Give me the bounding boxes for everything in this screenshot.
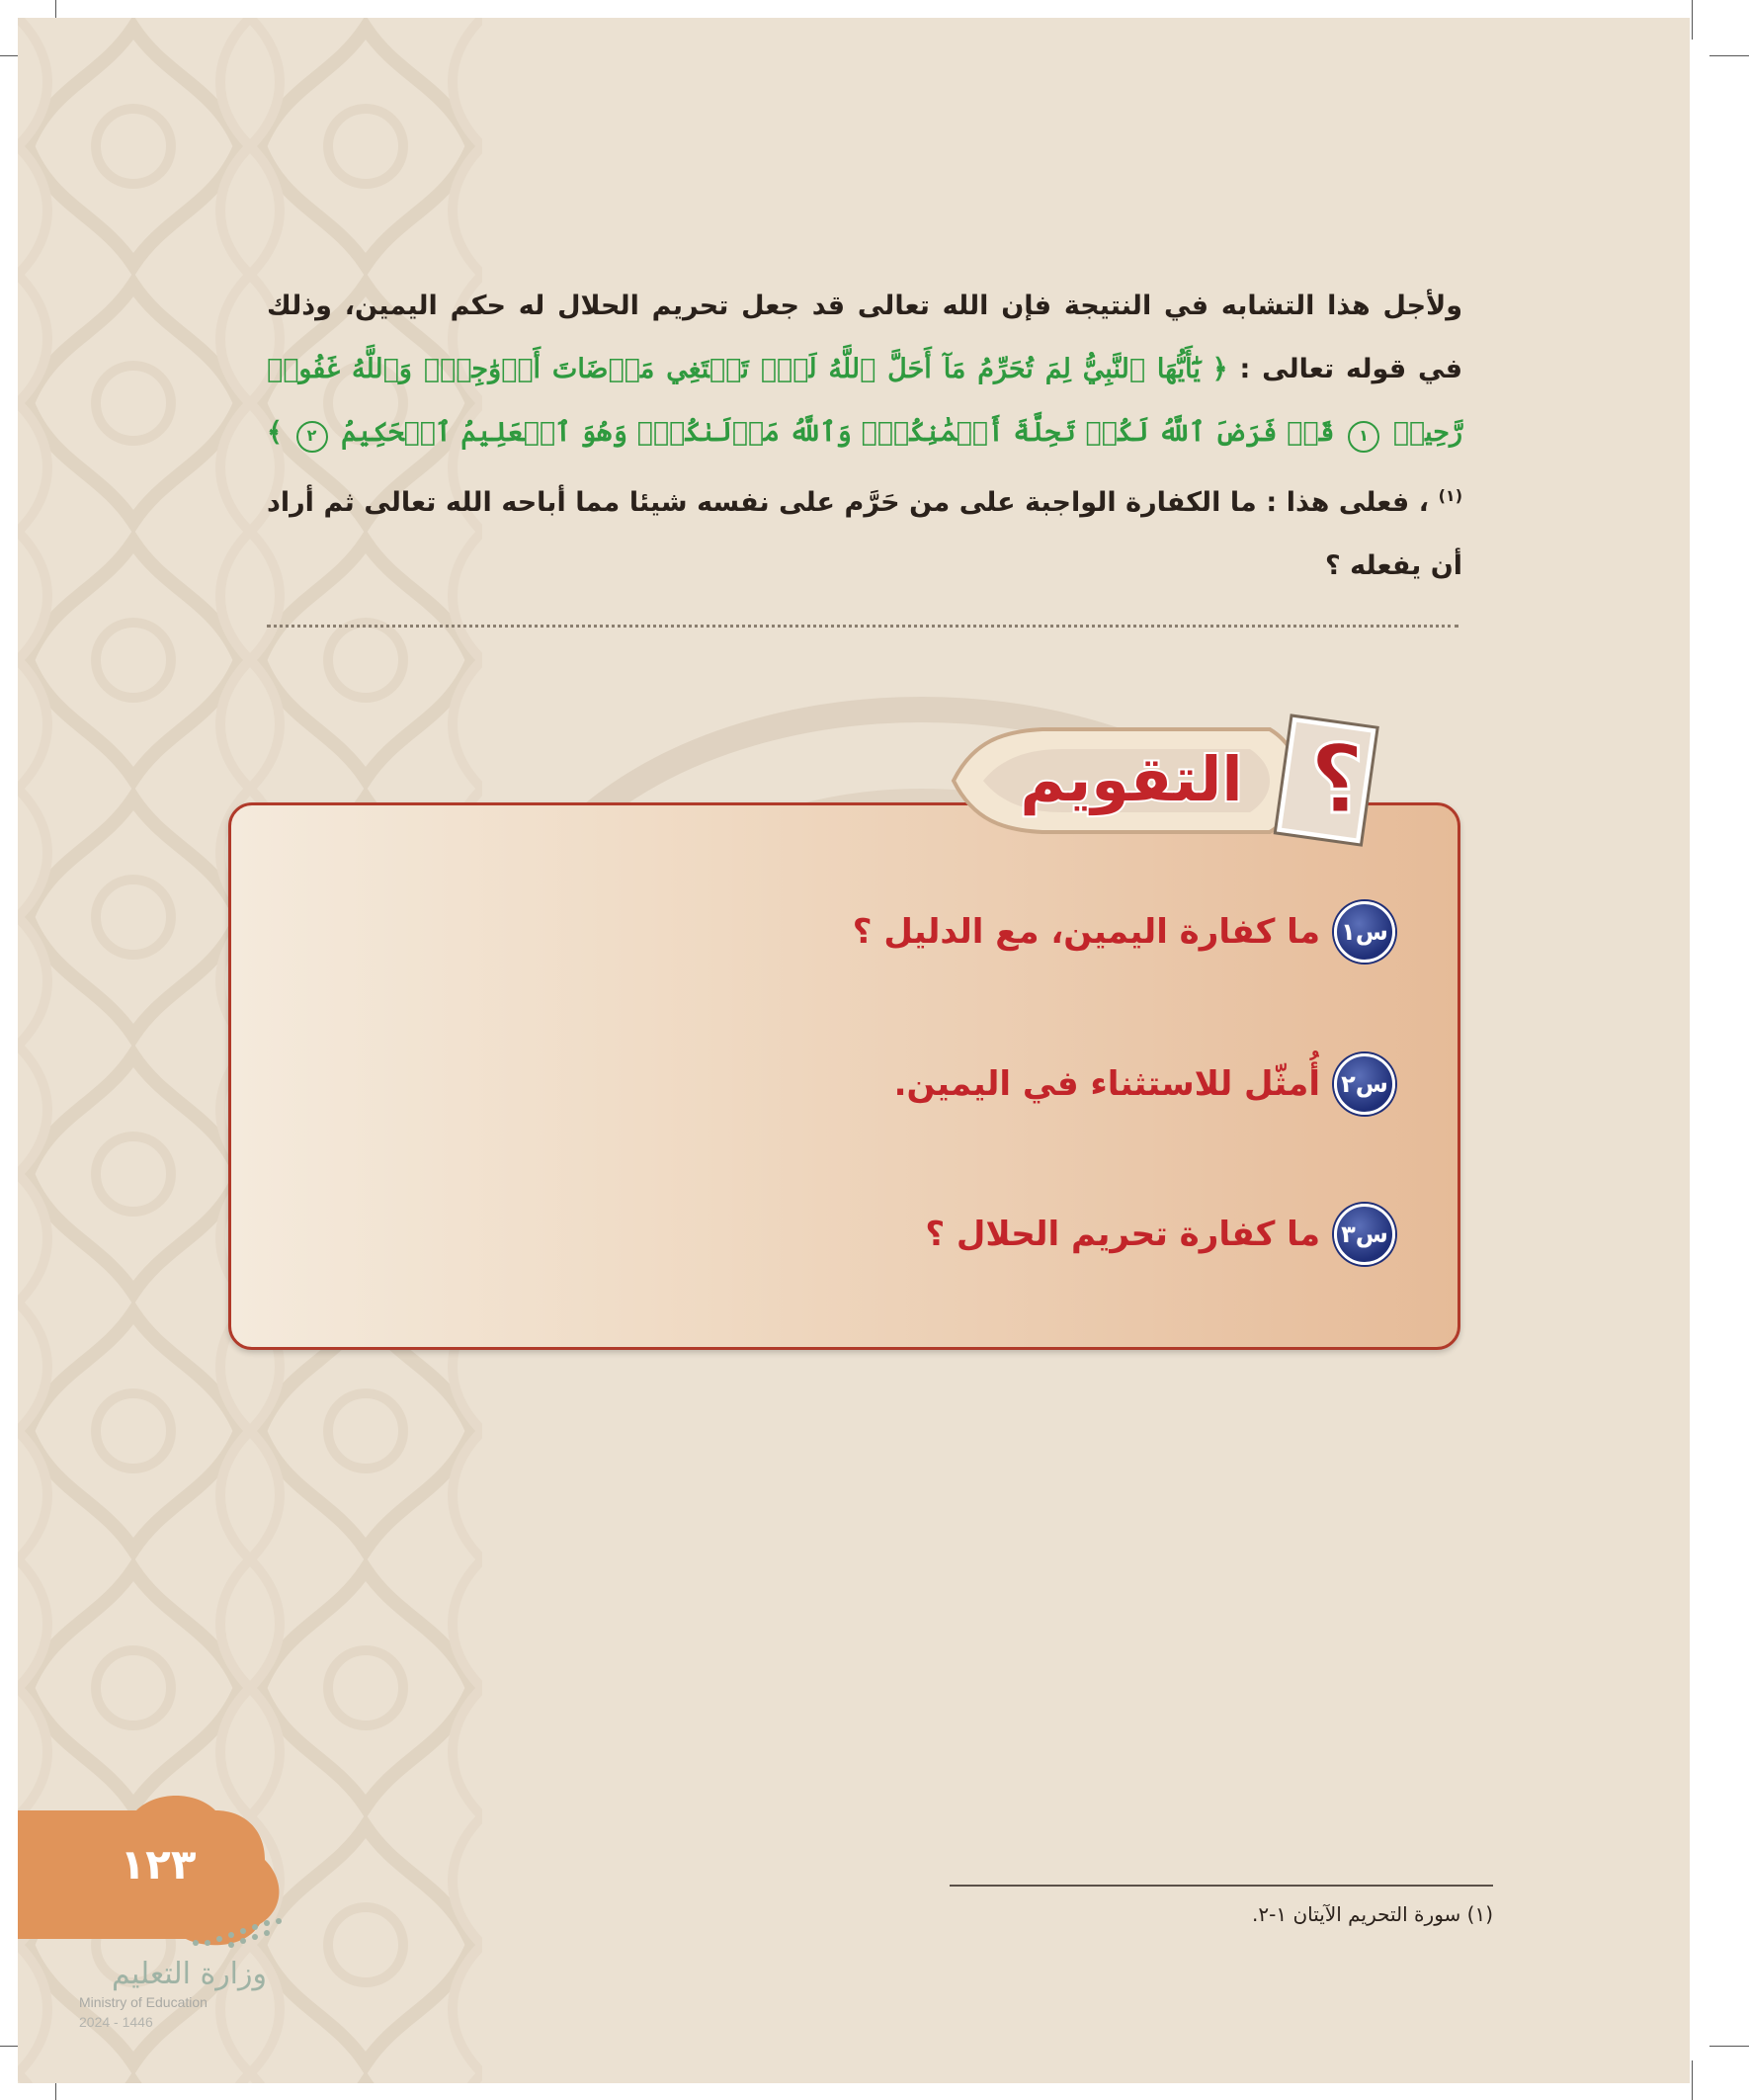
ayah-number-2: ٢ [296,421,328,453]
verse-intro: تعالى : [1239,354,1335,384]
quran-bracket-open: ﴿ [1211,354,1228,384]
ministry-logo-dots [186,1913,294,1953]
question-2-number: س٢ [1334,1053,1395,1115]
question-2 [894,1053,1395,1115]
crop-mark [1692,0,1693,40]
body-line-1: ولأجل هذا التشابه في النتيجة فإن الله تعالى قد جعل تحريم الحلال له حكم اليمين، وذلك في قوله [267,291,1462,384]
body-paragraph [267,275,1462,598]
answer-dotted-line [267,625,1458,628]
ministry-name-arabic: وزارة التعليم [111,1957,267,1991]
quran-verse-1: يَٰٓأَيُّهَا ٱلنَّبِيُّ لِمَ تُحَرِّمُ مَآ أَحَلَّ ٱللَّهُ لَكَۖ تَبۡتَغِي مَرۡضَاتَ أَزۡوَٰجِكَۚ وَٱللَّهُ غَفُورٞ رَّحِيمٞ [267,354,1463,448]
question-1 [853,901,1395,963]
crop-mark [1709,55,1749,56]
crop-mark [1692,2060,1693,2100]
footnote: (١) سورة التحريم الآيتان ١-٢. [1252,1902,1493,1926]
evaluation-title: التقويم [1020,743,1243,815]
question-1-text: ما كفارة اليمين، مع الدليل ؟ [852,912,1320,952]
body-question: ، فعلى هذا : ما الكفارة الواجبة على من حَرَّم على نفسه شيئا مما أباحه الله تعالى ثم أراد أن يفعله ؟ [267,487,1462,581]
textbook-page [18,18,1690,2083]
badge-question-mark: ؟ [1309,724,1365,835]
quran-verse-2: قَدۡ فَرَضَ ٱللَّهُ لَكُمۡ تَحِلَّةَ أَيۡمَٰنِكُمۡۚ وَٱللَّهُ مَوۡلَىٰكُمۡۖ وَهُوَ ٱلۡعَلِيمُ ٱلۡحَكِيمُ [341,417,1335,448]
question-2-text: أُمثّل للاستثناء في اليمين. [893,1064,1320,1104]
question-1-number: س١ [1334,901,1395,963]
crop-mark [1709,2046,1749,2047]
ayah-number-1: ١ [1348,421,1379,453]
ministry-name-english: Ministry of Education [79,1994,208,2010]
question-3-number: س٣ [1334,1204,1395,1265]
question-3 [925,1204,1395,1265]
footnote-divider [950,1885,1493,1887]
footnote-reference: (١) [1438,486,1462,505]
ministry-year: 2024 - 1446 [79,2014,153,2030]
quran-bracket-close: ﴾ [267,417,283,448]
evaluation-badge [944,702,1388,860]
page-number: ١٢٣ [120,1840,197,1889]
question-3-text: ما كفارة تحريم الحلال ؟ [925,1215,1320,1254]
